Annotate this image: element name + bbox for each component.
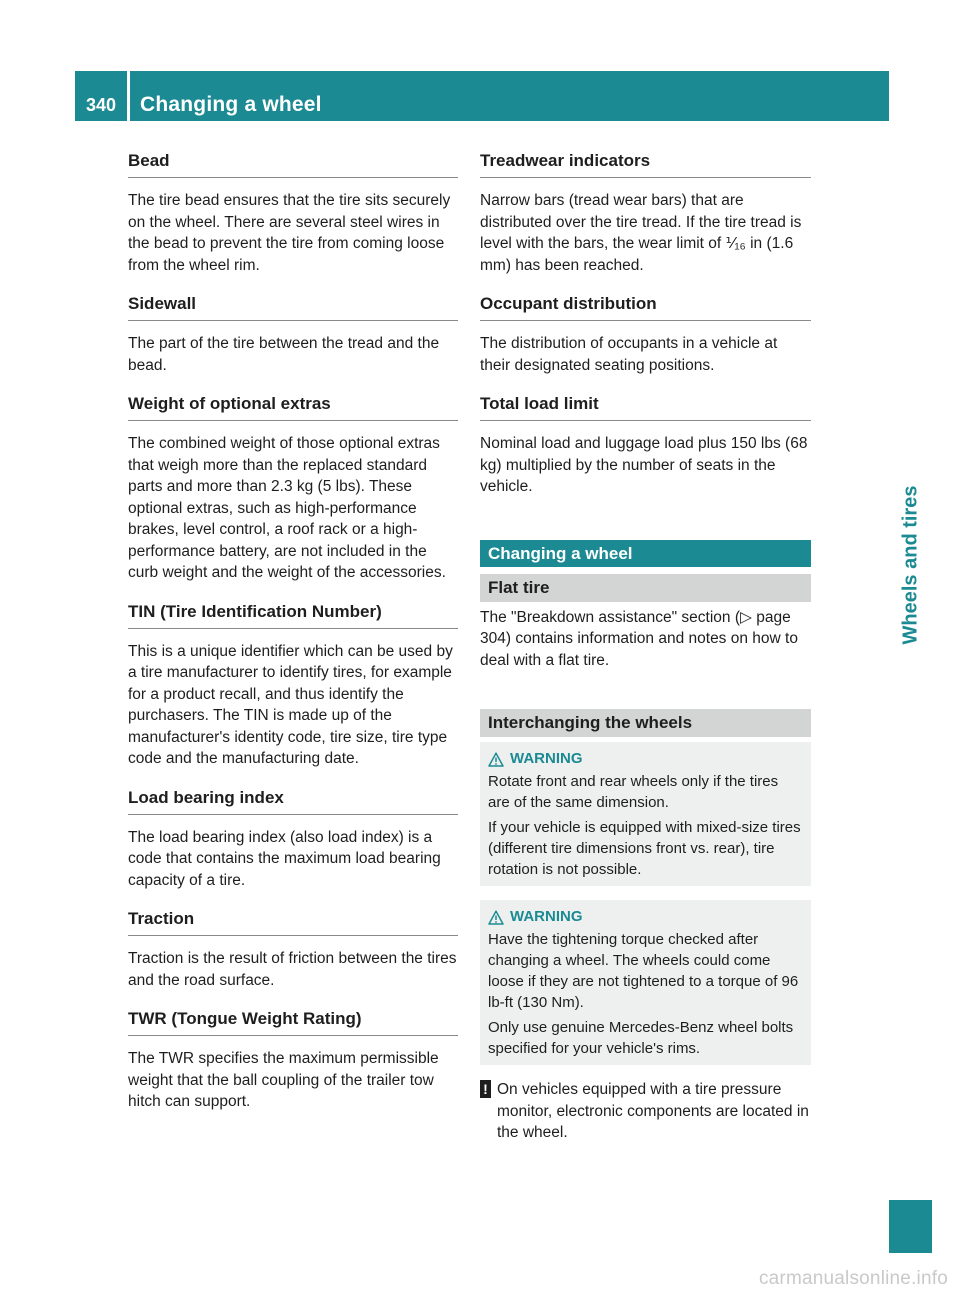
left-column xyxy=(128,150,458,1130)
warning-box xyxy=(480,742,811,886)
warning-triangle-icon xyxy=(488,910,504,925)
term-sidewall xyxy=(128,293,458,376)
term-weight-optional-extras xyxy=(128,393,458,584)
term-definition: Traction is the result of friction between the tires and the road surface. xyxy=(128,950,457,989)
term-definition: The combined weight of those optional extras that weigh more than the replaced standard parts and more than 2.3 kg (5 lbs). These optional extras, such as high-performance brakes, level control, a roof rack or a high-performance battery, are not included in the curb weight and the weight of the accessories. xyxy=(128,435,446,581)
warning-paragraph: If your vehicle is equipped with mixed-size tires (different tire dimensions front vs. rear), tire rotation is not possible. xyxy=(488,819,801,878)
term-treadwear-indicators xyxy=(480,150,811,276)
term-load-bearing-index xyxy=(128,787,458,892)
term-definition: Nominal load and luggage load plus 150 lbs (68 kg) multiplied by the number of seats in the vehicle. xyxy=(480,435,808,495)
chapter-title: Changing a wheel xyxy=(140,93,322,116)
term-definition: The load bearing index (also load index) is a code that contains the maximum load bearing capacity of a tire. xyxy=(128,828,441,889)
section-heading-changing-wheel: Changing a wheel xyxy=(480,540,811,567)
term-heading: Sidewall xyxy=(128,293,458,321)
right-column xyxy=(480,150,811,1144)
term-heading: Traction xyxy=(128,908,458,936)
flat-tire-text: The "Breakdown assistance" section (▷ page 304) contains information and notes on how to deal with a flat tire. xyxy=(480,608,798,669)
warning-paragraph: Only use genuine Mercedes-Benz wheel bolts specified for your vehicle's rims. xyxy=(488,1019,794,1057)
term-definition: The part of the tire between the tread and the bead. xyxy=(128,335,440,374)
term-bead xyxy=(128,150,458,276)
warning-triangle-icon xyxy=(488,752,504,767)
subsection-heading-flat-tire: Flat tire xyxy=(480,574,811,602)
term-definition: The TWR specifies the maximum permissible weight that the ball coupling of the trailer tow hitch can support. xyxy=(128,1050,439,1110)
term-heading: Treadwear indicators xyxy=(480,150,811,178)
notice-text: On vehicles equipped with a tire pressure monitor, electronic components are located in the wheel. xyxy=(497,1081,809,1141)
notice-exclamation-icon: ! xyxy=(480,1080,491,1098)
warning-title xyxy=(488,749,803,769)
subsection-heading-interchanging: Interchanging the wheels xyxy=(480,709,811,737)
term-heading: Load bearing index xyxy=(128,787,458,815)
side-tab-label: Wheels and tires xyxy=(899,485,921,645)
term-heading: Bead xyxy=(128,150,458,178)
warning-paragraph: Have the tightening torque checked after changing a wheel. The wheels could come loose if they are not tightened to a torque of 96 lb-ft (130 Nm). xyxy=(488,931,799,1011)
term-traction xyxy=(128,908,458,991)
side-tab xyxy=(889,125,932,1253)
page-number: 340 xyxy=(85,95,117,115)
term-definition: Narrow bars (tread wear bars) that are distributed over the tire tread. If the tire tread is level with the bars, the wear limit of ⅟₁₆ in (1.6 mm) has been reached. xyxy=(480,192,802,274)
term-total-load-limit xyxy=(480,393,811,498)
term-heading: Total load limit xyxy=(480,393,811,421)
warning-label: WARNING xyxy=(510,750,583,767)
term-heading: TIN (Tire Identification Number) xyxy=(128,601,458,629)
term-definition: The tire bead ensures that the tire sits securely on the wheel. There are several steel wires in the bead to prevent the tire from coming loose from the wheel rim. xyxy=(128,192,451,274)
term-occupant-distribution xyxy=(480,293,811,376)
term-definition: The distribution of occupants in a vehicle at their designated seating positions. xyxy=(480,335,778,374)
term-heading: Weight of optional extras xyxy=(128,393,458,421)
warning-title xyxy=(488,907,803,927)
warning-label: WARNING xyxy=(510,908,583,925)
warning-paragraph: Rotate front and rear wheels only if the tires are of the same dimension. xyxy=(488,773,779,811)
term-heading: Occupant distribution xyxy=(480,293,811,321)
term-tin xyxy=(128,601,458,770)
watermark: carmanualsonline.info xyxy=(758,1268,948,1289)
notice xyxy=(480,1079,811,1144)
term-heading: TWR (Tongue Weight Rating) xyxy=(128,1008,458,1036)
side-tab-marker xyxy=(889,1200,932,1253)
warning-box xyxy=(480,900,811,1065)
term-definition: This is a unique identifier which can be used by a tire manufacturer to identify tires, for example for a product recall, and thus identify the purchasers. The TIN is made up of the manufacturer's identity code, tire size, tire type code and the manufacturing date. xyxy=(128,642,453,767)
header-divider xyxy=(127,71,130,121)
term-twr xyxy=(128,1008,458,1113)
